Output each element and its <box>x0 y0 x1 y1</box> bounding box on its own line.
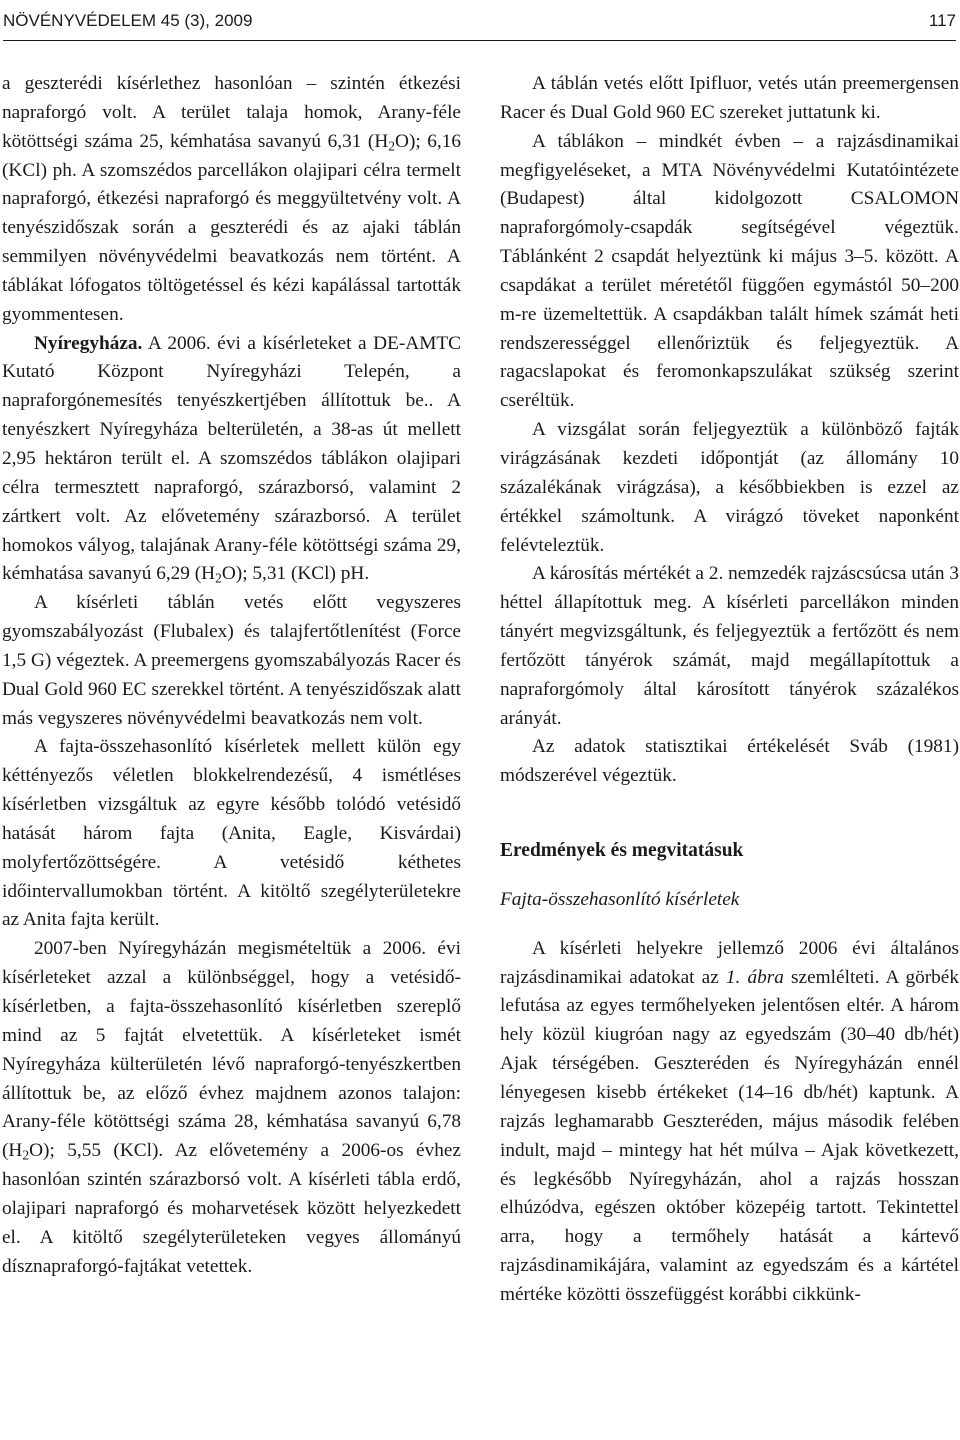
right-column <box>500 70 959 1310</box>
paragraph: A fajta-összehasonlító kísérletek mellett külön egy kéttényezős véletlen blokkelrendezésű, 4 ismétléses kísérletben vizsgáltuk az egyre később tolódó vetésidő hatását három fajta (Anita, Eagle, Kisvárdai) molyfertőzöttségére. A vetésidő kéthetes időintervallumokban történt. A kitöltő szegélyterületekre az Anita fajta került. <box>2 736 461 931</box>
paragraph: A vizsgálat során feljegyeztük a különböző fajták virágzásának kezdeti időpontját (az állomány 10 százalékának virágzása), a későbbiekben is ezzel az értékkel számoltunk. A virágzó töveket naponként felévteleztük. <box>500 419 959 556</box>
paragraph: A károsítás mértékét a 2. nemzedék rajzáscsúcsa után 3 héttel állapítottuk meg. A kísérleti parcellákon minden tányért megvizsgáltunk, és feljegyeztük a fertőzött és nem fertőzött tányérok számát, majd megállapítottuk a napraforgómoly által károsított tányérok százalékos arányát. <box>500 563 959 729</box>
paragraph: Nyíregyháza. A 2006. évi a kísérleteket a DE-AMTC Kutató Központ Nyíregyházi Telepén, a napraforgónemesítés tenyészkertjében állítottuk be.. A tenyészkert Nyíregyháza belterületén, a 38-as út mellett 2,95 hektáron terült el. A szomszédos táblákon olajipari célra termesztett napraforgó, szárazborsó, valamint 2 zártkert volt. Az elővetemény szárazborsó. A terület homokos vályog, talajának Arany-féle kötöttségi száma 29, kémhatása savanyú 6,29 $(H_2O)$; 5,31 (KCl) pH. <box>2 332 461 586</box>
section-title: Eredmények és megvitatásuk <box>500 840 744 862</box>
left-column <box>2 70 461 1281</box>
header-rule <box>3 40 956 41</box>
subsection-title: Fajta-összehasonlító kísérletek <box>500 888 740 910</box>
journal-title: NÖVÉNYVÉDELEM 45 (3), 2009 <box>3 11 253 30</box>
paragraph: a geszterédi kísérlethez hasonlóan – szintén étkezési napraforgó volt. A terület talaja homok, Arany-féle kötöttségi száma 25, kémhatása savanyú 6,31 $(H_2O)$; 6,16 (KCl) ph. A szomszédos parcellákon olajipari célra termelt napraforgó, étkezési napraforgó és meggyültetvény volt. A tenyészidőszak során a geszterédi és az ajaki táblán semmilyen növényvédelmi beavatkozás nem történt. A táblákat lófogatos töltögetéssel és kézi kapálással tartották gyommentesen. <box>2 73 462 325</box>
paragraph: Az adatok statisztikai értékelését Sváb (1981) módszerével végeztük. <box>500 736 959 787</box>
paragraph: A táblán vetés előtt Ipifluor, vetés után preemergensen Racer és Dual Gold 960 EC szereket juttatunk ki. <box>500 73 959 123</box>
figure-reference: 1. ábra <box>725 966 784 988</box>
paragraph: 2007-ben Nyíregyházán megismételtük a 2006. évi kísérleteket azzal a különbséggel, hogy a vetésidő-kísérletben, a fajta-összehasonlító kísérletben szereplő mind az 5 fajtát elvetettük. A kísérleteket ismét Nyíregyháza külterületén lévő napraforgó-tenyészkertben állítottuk be, az előző évhez majdnem azonos talajon: Arany-féle kötöttségi száma 28, kémhatása savanyú 6,78 $(H_2O)$; 5,55 (KCl). Az elővetemény a 2006-os évhez hasonlóan szintén szárazborsó volt. A kísérleti tábla erdő, olajipari napraforgó és moharvetések között helyezkedett el. A kitöltő szegélyterületeken vegyes állományú dísznapraforgó-fajtákat vetettek. <box>2 938 461 1277</box>
paragraph: A kísérleti táblán vetés előtt vegyszeres gyomszabályozást (Flubalex) és talajfertőtlenítést (Force 1,5 G) végeztek. A preemergens gyomszabályozás Racer és Dual Gold 960 EC szerekkel történt. A tenyészidőszak alatt más vegyszeres növényvédelmi beavatkozás nem volt. <box>2 592 461 729</box>
location-heading: Nyíregyháza. <box>34 332 143 354</box>
paragraph: A táblákon – mindkét évben – a rajzásdinamikai megfigyeléseket, a MTA Növényvédelmi Kutatóintézete (Budapest) által kidolgozott CSALOMON napraforgómoly-csapdák segítségével végeztük. Táblánként 2 csapdát helyeztünk ki május 3–5. között. A csapdákat a terület méretétől függően egymástól 50–200 m-re üzemeltettük. A csapdákban talált hímek számát heti rendszerességgel ellenőriztük és feljegyeztük. A ragacslapokat és feromonkapszulákat szükség szerint cseréltük. <box>500 130 959 412</box>
paragraph: A kísérleti helyekre jellemző 2006 évi általános rajzásdinamikai adatokat az 1. ábra szemlélteti. A görbék lefutása az egyes termőhelyeken jelentősen eltér. A három hely közül kiugróan nagy az egyedszám (30–40 db/hét) Ajak térségében. Geszteréden és Nyíregyházán ennél lényegesen kisebb értékeket (14–16 db/hét) kaptunk. A rajzás leghamarabb Geszteréden, május második felében indult, majd – mintegy hat hét múlva – Ajak következett, és legkésőbb Nyíregyházán, ahol a rajzás hosszan elhúzódva, egészen október közepéig tartott. Tekintettel arra, hogy a termőhely hatását a kártevő rajzásdinamikájára, valamint az egyedszám és a kártétel mértéke közötti összefüggést korábbi cikkünk- <box>500 937 959 1305</box>
page-number: 117 <box>928 11 956 30</box>
running-header <box>3 6 956 36</box>
